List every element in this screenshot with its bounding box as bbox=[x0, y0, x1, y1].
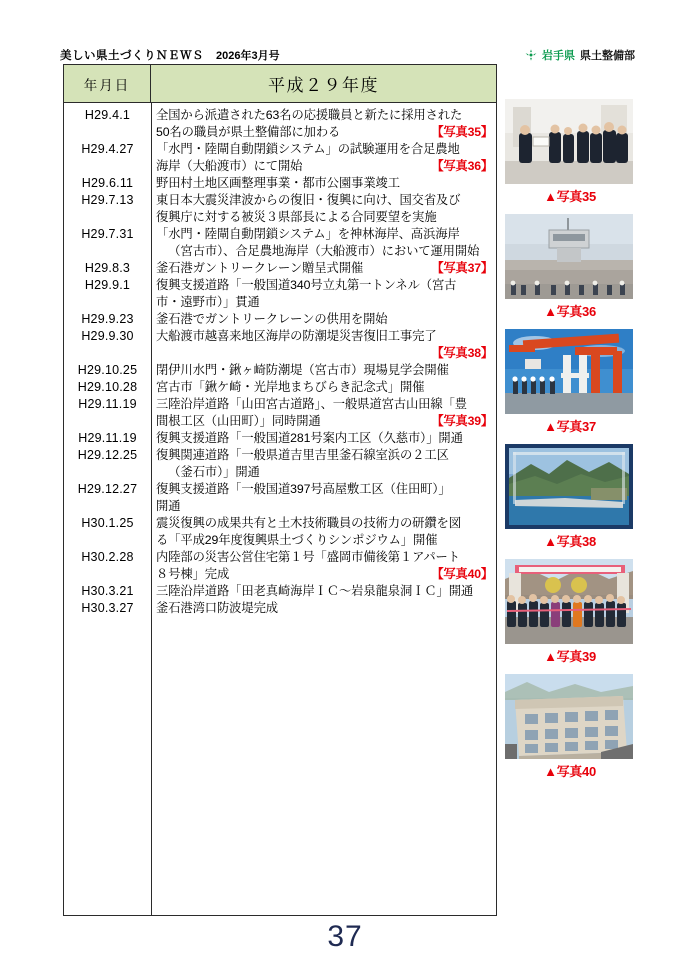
photo-column bbox=[505, 99, 635, 789]
row-date: H29.10.25 bbox=[77, 363, 138, 377]
row-description-line: 三陸沿岸道路「山田宮古道路」、一般県道宮古山田線「豊 bbox=[156, 397, 467, 411]
photo-reference: 【写真40】 bbox=[431, 567, 493, 581]
row-date: H29.11.19 bbox=[78, 431, 137, 445]
table-body bbox=[64, 103, 496, 915]
row-description-line: 復興支援道路「一般国道340号立丸第一トンネル（宮古 bbox=[156, 278, 457, 292]
table-row bbox=[64, 362, 496, 379]
table-row bbox=[64, 141, 496, 175]
row-description-line: 開通 bbox=[156, 499, 181, 513]
table-row bbox=[64, 600, 496, 617]
newsletter-title bbox=[60, 47, 280, 63]
table-header-row bbox=[64, 65, 496, 103]
row-date: H29.11.19 bbox=[78, 397, 137, 411]
table-row bbox=[64, 260, 496, 277]
row-date: H29.9.30 bbox=[81, 329, 134, 343]
photo-caption: ▲写真37 bbox=[544, 419, 596, 434]
photo-caption: ▲写真40 bbox=[544, 764, 596, 779]
photo-block bbox=[505, 329, 635, 435]
row-description-line: 大船渡市越喜来地区海岸の防潮堤災害復旧工事完了 bbox=[156, 329, 437, 343]
row-description bbox=[151, 226, 496, 260]
row-description bbox=[151, 311, 496, 328]
table-row bbox=[64, 396, 496, 430]
row-description-line: 「水門・陸閘自動閉鎖システム」を神林海岸、高浜海岸 bbox=[156, 227, 460, 241]
photo-block bbox=[505, 99, 635, 205]
brand-department-label: 県土整備部 bbox=[580, 50, 635, 62]
row-date: H29.4.27 bbox=[81, 142, 134, 156]
row-description-line: 東日本大震災津波からの復旧・復興に向け、国交省及び bbox=[156, 193, 461, 207]
table-row bbox=[64, 192, 496, 226]
row-description-line: 宮古市「鍬ケ崎・光岸地まちびらき記念式」開催 bbox=[156, 380, 425, 394]
photo-caption: ▲写真38 bbox=[544, 534, 596, 549]
row-description bbox=[151, 107, 496, 141]
photo-image bbox=[505, 559, 633, 644]
row-description bbox=[151, 430, 496, 447]
table-row bbox=[64, 175, 496, 192]
row-date: H29.4.1 bbox=[84, 108, 131, 122]
page-number: 37 bbox=[327, 920, 363, 953]
row-description bbox=[151, 447, 496, 481]
row-description-line: 市・遠野市）」貫通 bbox=[156, 295, 260, 309]
newsletter-title-text: 美しい県土づくりＮＥＷＳ bbox=[60, 50, 204, 62]
photo-reference: 【写真37】 bbox=[431, 261, 493, 275]
row-description bbox=[151, 192, 496, 226]
row-date: H29.9.1 bbox=[84, 278, 131, 292]
row-description bbox=[151, 600, 496, 617]
photo-reference: 【写真35】 bbox=[431, 125, 493, 139]
row-description-line: 「水門・陸閘自動閉鎖システム」の試験運用を合足農地 bbox=[156, 142, 460, 156]
row-description-line: る「平成29年度復興県土づくりシンポジウム」開催 bbox=[156, 533, 438, 547]
row-date: H30.1.25 bbox=[81, 516, 134, 530]
row-description bbox=[151, 379, 496, 396]
table-row bbox=[64, 430, 496, 447]
row-date: H29.6.11 bbox=[81, 176, 134, 190]
photo-image bbox=[505, 444, 633, 529]
table-rows bbox=[64, 103, 496, 617]
newsletter-issue: 2026年3月号 bbox=[216, 50, 280, 62]
table-row bbox=[64, 549, 496, 583]
row-description bbox=[151, 481, 496, 515]
table-row bbox=[64, 107, 496, 141]
row-description-line: （釜石市）」開通 bbox=[168, 465, 260, 479]
row-description bbox=[151, 583, 496, 600]
row-date: H29.12.25 bbox=[77, 448, 138, 462]
photo-caption: ▲写真35 bbox=[544, 189, 596, 204]
photo-caption: ▲写真36 bbox=[544, 304, 596, 319]
table-row bbox=[64, 328, 496, 362]
row-description-line: 釜石港ガントリークレーン贈呈式開催 【写真37】 bbox=[156, 261, 493, 275]
photo-image bbox=[505, 674, 633, 759]
column-header-year: 平成２９年度 bbox=[268, 76, 379, 95]
row-description bbox=[151, 549, 496, 583]
row-description bbox=[151, 175, 496, 192]
row-description-line: （宮古市）、合足農地海岸（大船渡市）において運用開始 bbox=[168, 244, 480, 258]
row-date: H30.3.21 bbox=[81, 584, 134, 598]
prefecture-brand bbox=[525, 47, 635, 63]
table-row bbox=[64, 379, 496, 396]
row-description-line: 復興庁に対する被災３県部長による合同要望を実施 bbox=[156, 210, 437, 224]
row-description-line: 間根工区（山田町）」同時開通 【写真39】 bbox=[156, 414, 493, 428]
row-description-line: 復興支援道路「一般国道281号案内工区（久慈市）」開通 bbox=[156, 431, 463, 445]
photo-image bbox=[505, 99, 633, 184]
photo-reference: 【写真36】 bbox=[431, 159, 493, 173]
row-date: H29.7.13 bbox=[81, 193, 134, 207]
row-description-line: 復興支援道路「一般国道397号高屋敷工区（住田町）」 bbox=[156, 482, 451, 496]
row-date: H29.9.23 bbox=[81, 312, 134, 326]
row-description-line: 震災復興の成果共有と土木技術職員の技術力の研鑽を図 bbox=[156, 516, 461, 530]
iwate-logo-icon bbox=[525, 49, 537, 61]
table-row bbox=[64, 481, 496, 515]
photo-image bbox=[505, 329, 633, 414]
photo-reference: 【写真39】 bbox=[431, 414, 493, 428]
row-description bbox=[151, 277, 496, 311]
row-description bbox=[151, 362, 496, 379]
row-description bbox=[151, 141, 496, 175]
photo-block bbox=[505, 214, 635, 320]
row-description bbox=[151, 396, 496, 430]
row-description-line: 野田村土地区画整理事業・都市公園事業竣工 bbox=[156, 176, 400, 190]
photo-caption: ▲写真39 bbox=[544, 649, 596, 664]
row-description-line: 釜石港湾口防波堤完成 bbox=[156, 601, 278, 615]
row-description-line: 内陸部の災害公営住宅第１号「盛岡市備後第１アパート bbox=[156, 550, 460, 564]
table-row bbox=[64, 515, 496, 549]
row-description-line: 釜石港でガントリークレーンの供用を開始 bbox=[156, 312, 388, 326]
table-row bbox=[64, 226, 496, 260]
brand-prefecture-label: 岩手県 bbox=[542, 50, 575, 62]
row-date: H29.7.31 bbox=[81, 227, 134, 241]
table-row bbox=[64, 277, 496, 311]
table-row bbox=[64, 583, 496, 600]
row-date: H30.3.27 bbox=[81, 601, 134, 615]
row-description-line: 全国から派遣された63名の応援職員と新たに採用された bbox=[156, 108, 463, 122]
table-row bbox=[64, 311, 496, 328]
photo-reference: 【写真38】 bbox=[431, 346, 493, 360]
row-description-line: 復興関連道路「一般県道吉里吉里釜石線室浜の２工区 bbox=[156, 448, 449, 462]
row-description bbox=[151, 515, 496, 549]
photo-block bbox=[505, 674, 635, 780]
row-date: H29.12.27 bbox=[77, 482, 138, 496]
photo-block bbox=[505, 444, 635, 550]
photo-image bbox=[505, 214, 633, 299]
row-description-line: ８号棟」完成 【写真40】 bbox=[156, 567, 493, 581]
row-description bbox=[151, 328, 496, 362]
row-date: H29.10.28 bbox=[77, 380, 138, 394]
row-description-line: 閉伊川水門・鍬ヶ崎防潮堤（宮古市）現場見学会開催 bbox=[156, 363, 449, 377]
photo-block bbox=[505, 559, 635, 665]
column-header-date: 年月日 bbox=[64, 65, 151, 102]
row-description-line: 50名の職員が県土整備部に加わる 【写真35】 bbox=[156, 125, 493, 139]
row-description bbox=[151, 260, 496, 277]
row-description-line: 三陸沿岸道路「田老真崎海岸ＩＣ～岩泉龍泉洞ＩＣ」開通 bbox=[156, 584, 474, 598]
table-row bbox=[64, 447, 496, 481]
row-date: H29.8.3 bbox=[84, 261, 131, 275]
row-description-line: 海岸（大船渡市）にて開始 【写真36】 bbox=[156, 159, 493, 173]
chronology-table bbox=[63, 64, 497, 916]
masthead bbox=[60, 46, 635, 64]
row-date: H30.2.28 bbox=[81, 550, 134, 564]
